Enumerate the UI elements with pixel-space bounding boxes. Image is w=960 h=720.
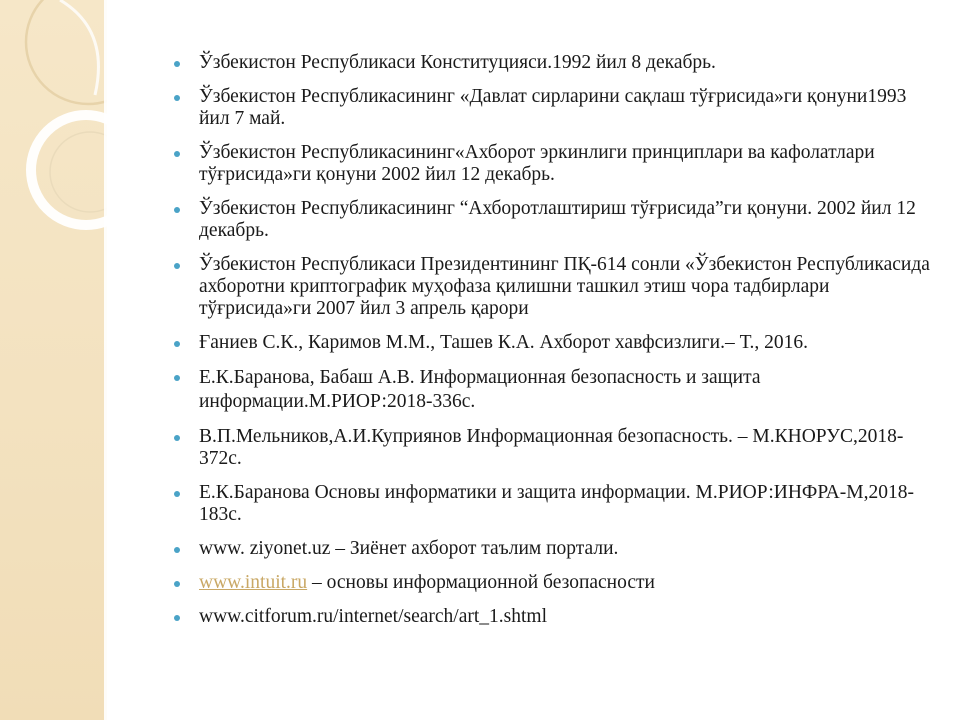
intuit-link[interactable]: www.intuit.ru [199,572,308,593]
references-list-container [170,52,938,640]
list-item [170,254,938,320]
list-item-text: Е.К.Баранова Основы информатики и защита информации. М.РИОР:ИНФРА-М,2018-183с. [199,482,914,525]
list-item-text: – основы информационной безопасности [307,572,655,593]
list-item-text: В.П.Мельников,А.И.Куприянов Информационная безопасность. – М.КНОРУС,2018-372с. [199,426,904,469]
list-item [170,538,938,560]
decorative-rings [0,0,107,300]
list-item [170,52,938,74]
list-item [170,142,938,186]
list-item-text: Ўзбекистон Республикасининг “Ахборотлаштириш тўғрисида”ги қонуни. 2002 йил 12 декабрь. [199,198,916,241]
list-item-text: Ўзбекистон Республикаси Конституцияси.1992 йил 8 декабрь. [199,52,716,73]
bullet-icon [174,491,180,497]
list-item-text: Ўзбекистон Республикасининг «Давлат сирларини сақлаш тўғрисида»ги қонуни1993 йил 7 май. [199,86,907,129]
list-item [170,426,938,470]
list-item-text: Ўзбекистон Республикасининг«Ахборот эркинлиги принциплари ва кафолатлари тўғрисида»ги қонуни 2002 йил 12 декабрь. [199,142,875,185]
list-item-text: www. ziyonet.uz – Зиёнет ахборот таълим портали. [199,538,619,559]
list-item-text: Ўзбекистон Республикаси Президентининг ПҚ-614 сонли «Ўзбекистон Республикасида ахборотни криптографик муҳофаза қилишни ташкил этиш чора тадбирлари тўғрисида»ги 2007 йил 3 апрель қарори [199,254,930,319]
bullet-icon [174,341,180,347]
list-item [170,332,938,354]
bullet-icon [174,263,180,269]
bullet-icon [174,207,180,213]
list-item-text: Ғаниев С.К., Каримов М.М., Ташев К.А. Ахборот хавфсизлиги.– Т., 2016. [199,332,809,353]
bullet-icon [174,375,180,381]
bullet-icon [174,95,180,101]
decorative-sidebar [0,0,107,720]
list-item-text: www.citforum.ru/internet/search/art_1.shtml [199,606,548,627]
list-item [170,606,938,628]
bullet-icon [174,581,180,587]
sidebar-divider [104,0,107,720]
bullet-icon [174,151,180,157]
bullet-icon [174,547,180,553]
list-item [170,572,938,594]
bullet-icon [174,61,180,67]
bullet-icon [174,615,180,621]
list-item [170,482,938,526]
list-item-text: Е.К.Баранова, Бабаш А.В. Информационная безопасность и защита информации.М.РИОР:2018-336с. [199,367,761,412]
bullet-icon [174,435,180,441]
references-list [170,52,938,628]
list-item [170,366,938,414]
list-item [170,198,938,242]
list-item [170,86,938,130]
